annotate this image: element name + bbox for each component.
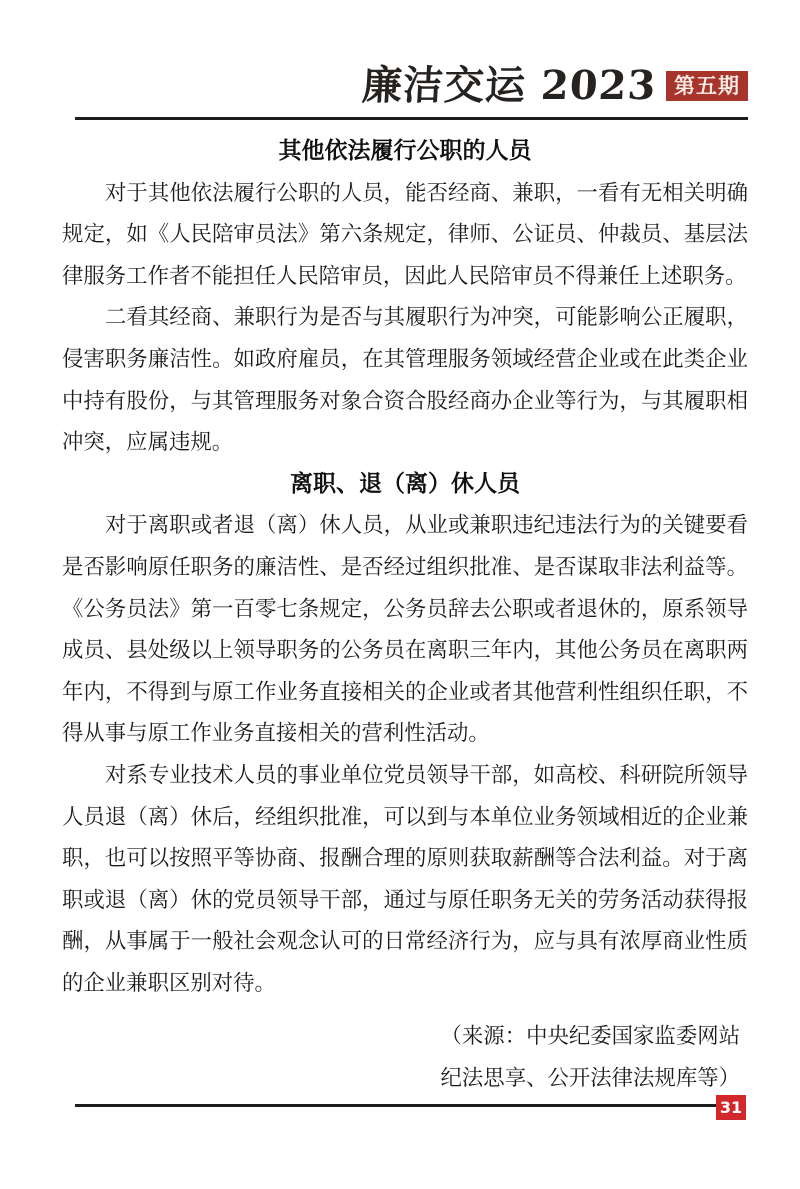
section-heading-public-officials: 其他依法履行公职的人员 — [278, 138, 532, 164]
source-line-1: （来源：中央纪委国家监委网站 — [440, 1024, 740, 1050]
paragraph: 对于其他依法履行公职的人员，能否经商、兼职，一看有无相关明确规定，如《人民陪审员法》第六条规定，律师、公证员、仲裁员、基层法律服务工作者不能担任人民陪审员，因此人民陪审员不得兼任上述职务。 — [62, 180, 748, 289]
issue-badge: 第五期 — [666, 71, 748, 101]
header-rule — [75, 117, 748, 120]
source-attribution — [62, 1016, 748, 1099]
masthead-title: 廉洁交运 2023 — [360, 62, 658, 109]
footer-rule — [75, 1104, 717, 1107]
source-line-2: 纪法思享、公开法律法规库等） — [440, 1066, 740, 1092]
paragraph: 二看其经商、兼职行为是否与其履职行为冲突，可能影响公正履职，侵害职务廉洁性。如政府雇员，在其管理服务领域经营企业或在此类企业中持有股份，与其管理服务对象合资合股经商办企业等行为，与其履职相冲突，应属违规。 — [62, 305, 748, 456]
page-number-badge: 31 — [716, 1095, 746, 1120]
article-body — [62, 131, 748, 1100]
paragraph: 对于离职或者退（离）休人员，从业或兼职违纪违法行为的关键要看是否影响原任职务的廉洁性、是否经过组织批准、是否谋取非法利益等。《公务员法》第一百零七条规定，公务员辞去公职或者退休的，原系领导成员、县处级以上领导职务的公务员在离职三年内，其他公务员在离职两年内，不得到与原工作业务直接相关的企业或者其他营利性组织任职，不得从事与原工作业务直接相关的营利性活动。 — [62, 513, 748, 747]
section-heading-retired-personnel: 离职、退（离）休人员 — [290, 470, 520, 497]
page-header — [362, 64, 748, 108]
paragraph: 对系专业技术人员的事业单位党员领导干部，如高校、科研院所领导人员退（离）休后，经组织批准，可以到与本单位业务领域相近的企业兼职，也可以按照平等协商、报酬合理的原则获取薪酬等合法利益。对于离职或退（离）休的党员领导干部，通过与原任职务无关的劳务活动获得报酬，从事属于一般社会观念认可的日常经济行为，应与具有浓厚商业性质的企业兼职区别对待。 — [62, 762, 748, 996]
